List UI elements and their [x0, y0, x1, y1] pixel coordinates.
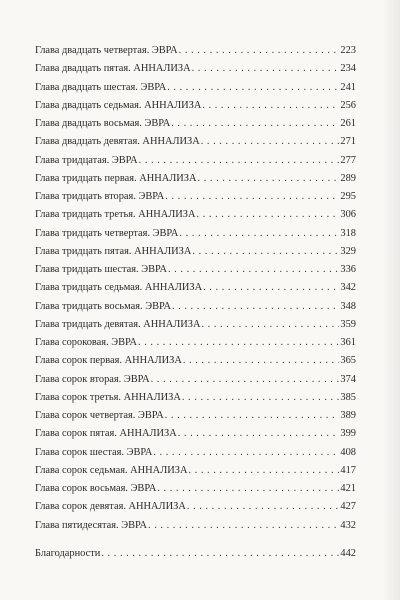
toc-entry — [35, 407, 356, 425]
toc-entry-page: 348 — [340, 300, 356, 312]
toc-leader-dots — [157, 480, 339, 498]
toc-entry-page: 442 — [340, 547, 356, 559]
toc-entry-title: Глава сорок седьмая. АННАЛИЗА — [35, 464, 188, 476]
toc-entry-title: Глава тридцать шестая. ЭВРА — [35, 264, 167, 275]
page-edge-shadow — [382, 0, 400, 600]
toc-entry — [35, 298, 356, 316]
toc-leader-dots — [165, 188, 339, 206]
toc-entry — [35, 352, 356, 370]
toc-leader-dots — [201, 316, 339, 334]
toc-entry-title: Глава двадцать пятая. АННАЛИЗА — [35, 63, 191, 75]
toc-entry-title: Глава тридцать восьмая. ЭВРА — [35, 300, 171, 312]
toc-entry-page: 271 — [340, 136, 356, 148]
toc-entry-page: 399 — [340, 428, 356, 440]
toc-entry-page: 329 — [340, 245, 356, 257]
toc-entry-page: 342 — [340, 282, 356, 294]
toc-leader-dots — [101, 545, 339, 563]
toc-entry — [35, 371, 356, 389]
toc-entry-title: Глава сорок пятая. АННАЛИЗА — [35, 428, 177, 440]
toc-entry — [35, 97, 356, 115]
toc-entry-title: Глава тридцать вторая. ЭВРА — [35, 191, 165, 202]
toc-entry-title: Глава двадцать седьмая. АННАЛИЗА — [35, 99, 202, 111]
toc-entry-title: Глава сорок девятая. АННАЛИЗА — [35, 501, 186, 513]
toc-entry-title: Благодарности — [35, 547, 101, 559]
toc-entry-title: Глава тридцать пятая. АННАЛИЗА — [35, 245, 192, 257]
toc-entry-page: 223 — [340, 45, 356, 56]
toc-entry-page: 241 — [340, 81, 356, 93]
toc-entry — [35, 517, 356, 535]
toc-entry — [35, 152, 356, 170]
toc-entry-title: Глава сорок четвертая. ЭВРА — [35, 410, 164, 421]
toc-section-gap — [35, 535, 356, 545]
toc-entry-title: Глава тридцать четвертая. ЭВРА — [35, 227, 179, 239]
toc-leader-dots — [153, 444, 339, 462]
toc-entry-acknowledgements — [35, 545, 356, 563]
toc-entry-page: 421 — [340, 483, 356, 494]
toc-entry — [35, 243, 356, 261]
toc-leader-dots — [197, 206, 340, 224]
toc-entry-page: 289 — [340, 172, 356, 184]
toc-leader-dots — [192, 243, 339, 261]
toc-leader-dots — [165, 407, 340, 425]
toc-entry-page: 389 — [340, 410, 356, 421]
toc-leader-dots — [203, 279, 339, 297]
toc-entry-title: Глава сорок восьмая. ЭВРА — [35, 483, 157, 494]
toc-leader-dots — [179, 225, 339, 243]
toc-entry — [35, 115, 356, 133]
toc-entry — [35, 334, 356, 352]
toc-entry-title: Глава тридцать первая. АННАЛИЗА — [35, 172, 197, 184]
toc-entry-title: Глава сороковая. ЭВРА — [35, 337, 138, 348]
toc-leader-dots — [187, 498, 340, 516]
toc-entry — [35, 60, 356, 78]
toc-entry — [35, 133, 356, 151]
toc-leader-dots — [172, 298, 339, 316]
toc-entry-title: Глава сорок первая. АННАЛИЗА — [35, 355, 182, 367]
toc-entry-title: Глава сорок вторая. ЭВРА — [35, 373, 150, 385]
toc-entry — [35, 462, 356, 480]
toc-entry-page: 295 — [340, 191, 356, 202]
toc-entry — [35, 316, 356, 334]
toc-entry-page: 234 — [340, 63, 356, 75]
toc-leader-dots — [179, 42, 340, 60]
toc-entry-title: Глава тридцать девятая. АННАЛИЗА — [35, 318, 201, 330]
toc-entry — [35, 206, 356, 224]
toc-entry — [35, 261, 356, 279]
toc-entry — [35, 170, 356, 188]
toc-entry-page: 365 — [340, 355, 356, 367]
toc-leader-dots — [202, 97, 339, 115]
toc-leader-dots — [167, 79, 339, 97]
toc-entry-title: Глава сорок третья. АННАЛИЗА — [35, 391, 181, 403]
toc-leader-dots — [171, 115, 339, 133]
toc-leader-dots — [139, 152, 340, 170]
toc-entry-page: 256 — [340, 99, 356, 111]
toc-entry-title: Глава сорок шестая. ЭВРА — [35, 446, 153, 458]
toc-entry-page: 427 — [340, 501, 356, 513]
toc-entry — [35, 425, 356, 443]
toc-entry — [35, 480, 356, 498]
toc-entry-title: Глава пятидесятая. ЭВРА — [35, 519, 147, 531]
toc-entry — [35, 188, 356, 206]
toc-entry-page: 359 — [340, 318, 356, 330]
toc-entry — [35, 225, 356, 243]
toc-entry-page: 261 — [340, 118, 356, 129]
toc-entry-title: Глава двадцать восьмая. ЭВРА — [35, 118, 171, 129]
toc-entry — [35, 444, 356, 462]
toc-entry-page: 385 — [340, 391, 356, 403]
toc-entry-title: Глава тридцать третья. АННАЛИЗА — [35, 209, 196, 221]
toc-entry-page: 432 — [340, 519, 356, 531]
toc-entry-page: 277 — [340, 154, 356, 166]
toc-entry — [35, 279, 356, 297]
toc-entry-title: Глава тридцать седьмая. АННАЛИЗА — [35, 282, 203, 294]
toc-entry — [35, 498, 356, 516]
toc-entry-title: Глава двадцать девятая. АННАЛИЗА — [35, 136, 200, 148]
toc-entry-page: 361 — [340, 337, 356, 348]
toc-leader-dots — [201, 133, 340, 151]
toc-leader-dots — [192, 60, 340, 78]
toc-entry-page: 318 — [340, 227, 356, 239]
toc-leader-dots — [148, 517, 339, 535]
toc-leader-dots — [198, 170, 340, 188]
toc-entry-title: Глава тридцатая. ЭВРА — [35, 154, 138, 166]
toc-leader-dots — [182, 389, 340, 407]
toc-entry-title: Глава двадцать четвертая. ЭВРА — [35, 45, 178, 56]
toc-leader-dots — [151, 371, 340, 389]
toc-leader-dots — [183, 352, 340, 370]
toc-leader-dots — [178, 425, 340, 443]
toc-leader-dots — [138, 334, 339, 352]
toc-entry — [35, 389, 356, 407]
toc-leader-dots — [188, 462, 339, 480]
toc-entry-page: 417 — [340, 464, 356, 476]
toc-entry-page: 374 — [340, 373, 356, 385]
toc-leader-dots — [168, 261, 339, 279]
toc-entry-page: 408 — [340, 446, 356, 458]
toc-entry — [35, 79, 356, 97]
toc-entry — [35, 42, 356, 60]
toc-entry-title: Глава двадцать шестая. ЭВРА — [35, 81, 167, 93]
table-of-contents — [35, 42, 356, 563]
toc-entry-page: 306 — [340, 209, 356, 221]
toc-entry-page: 336 — [340, 264, 356, 275]
